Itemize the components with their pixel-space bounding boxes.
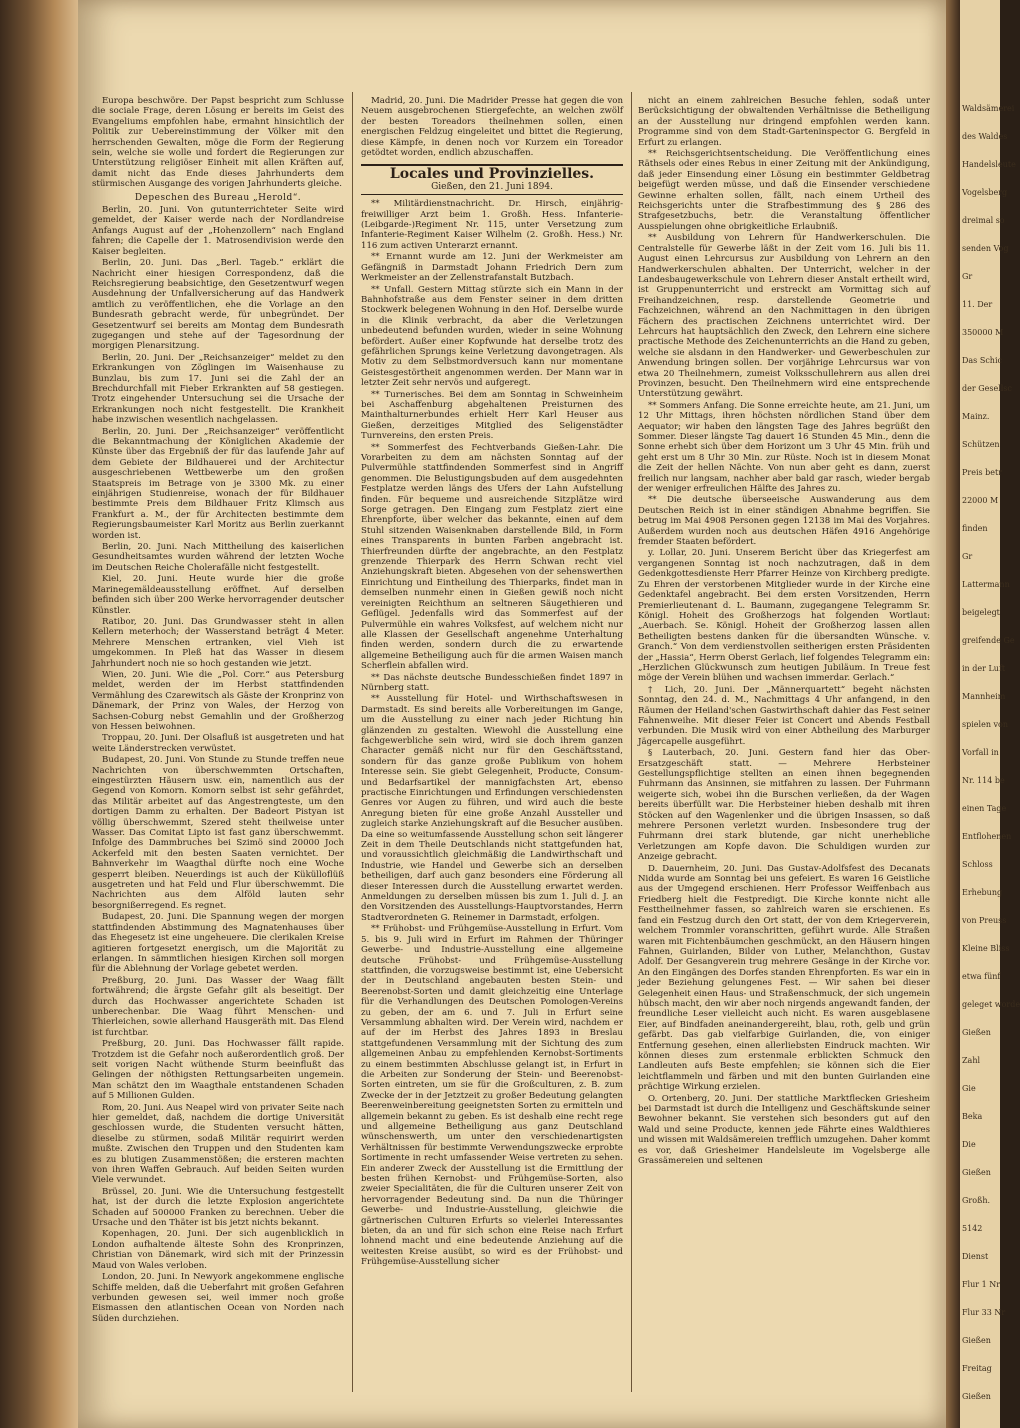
adjacent-page-text: Großh.	[962, 1196, 991, 1205]
adjacent-page-text: 22000 M	[962, 496, 999, 505]
adjacent-page-text: geleget worde	[962, 1000, 1020, 1009]
adjacent-page-text: Zahl	[962, 1056, 981, 1065]
dispatch-item: Berlin, 20. Juni. Das „Berl. Tageb.“ erklärt die Nachricht einer hiesigen Correspondenz, daß die Reichsregierung beabsichtige, den Gesetzentwurf wegen Ausdehnung der Unfallversicherung auf das Handwerk amtlich zu veröffentlichen, ehe die Vorlage an den Bundesrath gebracht werde, für unbegründet. Der Gesetzentwurf sei bereits am Montag dem Bundesrath zugegangen und stehe auf der Tagesordnung der morgigen Plenarsitzung.	[92, 258, 344, 352]
adjacent-page-text: 350000 M	[962, 328, 1004, 337]
dispatches-heading: Depeschen des Bureau „Herold“.	[134, 192, 302, 203]
adjacent-page-text: Gießen	[962, 1392, 991, 1401]
adjacent-page-text: Flur 1 Nr	[962, 1280, 1001, 1289]
adjacent-page-text: spielen von	[962, 720, 1008, 729]
adjacent-page-text: Kleine Bliss	[962, 944, 1010, 953]
adjacent-page-text: etwa fünf	[962, 972, 1001, 981]
adjacent-page-fragment	[960, 0, 1020, 1428]
adjacent-page-text: Gie	[962, 1084, 976, 1093]
adjacent-page-text: einen Tage	[962, 804, 1007, 813]
news-item: ** Frühobst- und Frühgemüse-Ausstellung in Erfurt. Vom 5. bis 9. Juli wird in Erfurt im Rahmen der Thüringer Gewerbe- und Industrie-Ausstellung eine allgemeine deutsche Frühobst- und Frühgemüse-Ausstellung stattfinden, die vorzugsweise bestimmt ist, eine Uebersicht der in Deutschland angebauten besten Stein- und Beerenobst-Sorten und damit gleichzeitig eine Unterlage für die Verhandlungen des Deutschen Pomologen-Vereins zu geben, der am 6. und 7. Juli in Erfurt seine Versammlung abhalten wird. Der Verein wird, nachdem er auf der im Herbst des Jahres 1893 in Breslau stattgefundenen Versammlung mit der Sichtung des zum allgemeinen Anbau zu empfehlenden Kernobst-Sortiments zu einem bestimmten Abschlusse gelangt ist, in Erfurt in die Arbeiten zur Sonderung der Stein- und Beerenobst-Sorten eintreten, um sie für die Großculturen, z. B. zum Zwecke der in der Jetztzeit zu großer Bedeutung gelangten Beerenweinbereitung geeignetsten Sorten zu ermitteln und allgemein bekannt zu geben. Es ist deshalb eine recht rege und allgemeine Betheiligung aus ganz Deutschland wünschenswerth, um unter den verschiedenartigsten Verhältnissen für bestimmte Verwendungszwecke erprobte Sortimente in recht umfassender Weise vertreten zu sehen. Ein anderer Zweck der Ausstellung ist die Ermittlung der besten frühen Kernobst- und Frühgemüse-Sorten, also zweier Specialitäten, die für die Culturen unserer Zeit von hervorragender Bedeutung sind. Da nun die Thüringer Gewerbe- und Industrie-Ausstellung, gleichwie die gärtnerischen Culturen Erfurts so vielerlei Interessantes bieten, da an und für sich schon eine Reise nach Erfurt lohnend macht und eine bedeutende Anziehung auf die weitesten Kreise ausübt, so wird es der Frühobst- und Frühgemüse-Ausstellung sicher	[361, 924, 623, 1268]
adjacent-page-text: von Preuss	[962, 916, 1007, 925]
news-item: ** Ausstellung für Hotel- und Wirthschaftswesen in Darmstadt. Es sind bereits alle Vorbereitungen im Gange, um die Ausstellung zu einer nach jeder Richtung hin glänzenden zu gestalten. Wiewohl die Ausstellung eine fachgewerbliche sein wird, wird sie doch ihrem ganzen Character gemäß nicht nur für den Geschäftsstand, sondern für das ganze große Publikum von hohem Interesse sein. Sie giebt Gelegenheit, Producte, Consum- und Bedarfsartikel der mannigfachsten Art, ebenso practische Einrichtungen und Erfindungen verschiedensten Genres vor Augen zu führen, und wird auch die beste Anregung bieten für eine große Anzahl Aussteller und zugleich starke Anziehungskraft auf die Besucher ausüben. Da eine so weitumfassende Ausstellung schon seit längerer Zeit in dem Theile Deutschlands nicht stattgefunden hat, und voraussichtlich gleichmäßig die Landwirthschaft und Industrie, wie Handel und Gewerbe sich an derselben betheiligen, darf auch ganz besonders eine Förderung all dieser Interessen durch die Ausstellung erwartet werden. Anmeldungen zu derselben müssen bis zum 1. Juli d. J. an den Vorsitzenden des Ausstellungs-Hauptvorstandes, Herrn Stadtverordneten G. Reinemer in Darmstadt, erfolgen.	[361, 694, 623, 923]
adjacent-page-text: des Waldes	[962, 132, 1008, 141]
local-news-list	[361, 199, 623, 1267]
adjacent-page-text: der Gesellsc	[962, 384, 1012, 393]
dispatch-item: London, 20. Juni. In Newyork angekommene englische Schiffe melden, daß die Ueberfahrt mit großen Gefahren verbunden gewesen sei, weil immer noch große Eismassen den atlantischen Ocean von Norden nach Süden durchziehen.	[92, 1272, 344, 1324]
local-news-list-continued	[638, 96, 930, 1166]
adjacent-page-text: Preis betr	[962, 468, 1003, 477]
dispatch-item: Berlin, 20. Juni. Nach Mittheilung des kaiserlichen Gesundheitsamtes wurden während der letzten Woche im Deutschen Reiche Cholerafälle nicht festgestellt.	[92, 542, 344, 573]
adjacent-page-text: Beka	[962, 1112, 983, 1121]
newspaper-page	[78, 0, 946, 1428]
book-binding-edge	[0, 0, 78, 1428]
news-item: ** Turnerisches. Bei dem am Sonntag in Schweinheim bei Aschaffenburg abgehaltenen Preisturnen des Mainthalturnerbundes erhielt Herr Karl Heuser aus Gießen, derzeitiges Mitglied des Seligenstädter Turnvereins, den ersten Preis.	[361, 389, 623, 442]
adjacent-page-text: Nr. 114 be	[962, 776, 1005, 785]
adjacent-page-text: Mainz.	[962, 412, 990, 421]
dispatch-list	[92, 205, 344, 1324]
adjacent-page-text: greifende Ge	[962, 636, 1015, 645]
news-item: ** Militärdienstnachricht. Dr. Hirsch, einjährig-freiwilliger Arzt beim 1. Großh. Hess. Infanterie-(Leibgarde-)Regiment Nr. 115, unter Versetzung zum Infanterie-Regiment Kaiser Wilhelm (2. Großh. Hess.) Nr. 116 zum activen Unterarzt ernannt.	[361, 199, 623, 251]
section-title: Locales und Provinzielles.	[361, 164, 623, 179]
adjacent-page-text: Gießen	[962, 1336, 991, 1345]
dispatch-item: Kiel, 20. Juni. Heute wurde hier die große Marinegemäldeausstellung eröffnet. Auf derselben befinden sich über 200 Werke hervorragender deutscher Künstler.	[92, 574, 344, 616]
adjacent-page-text: Gießen	[962, 1168, 991, 1177]
news-item: † Lich, 20. Juni. Der „Männerquartett“ begeht nächsten Sonntag, den 24. d. M., Nachmittags 4 Uhr anfangend, in den Räumen der Heiland'schen Gastwirthschaft dahier das Fest seiner Fahnenweihe. Mit dieser Feier ist Concert und Abends Festball verbunden. Die Musik wird von einer Abtheilung des Marburger Jägercapelle ausgeführt.	[638, 684, 930, 747]
dispatch-item: Budapest, 20. Juni. Von Stunde zu Stunde treffen neue Nachrichten von überschwemmten Ortschaften, eingestürzten Häusern usw. ein, namentlich aus der Gegend von Komorn. Komorn selbst ist sehr gefährdet, das Militär arbeitet auf das Angestrengteste, um den dortigen Damm zu erhalten. Der Badeort Pistyan ist völlig überschwemmt, Szered steht theilweise unter Wasser. Das Comitat Lipto ist fast ganz überschwemmt. Infolge des Dammbruches bei Szimö sind 20000 Joch Ackerfeld mit den besten Saaten vernichtet. Der Bahnverkehr im Waagthal dürfte noch eine Woche gesperrt bleiben. Neuerdings ist auch der Kükülloflüß ausgetreten und hat Feld und Flur überschwemmt. Die Nachrichten aus dem Alföld lauten sehr besorgnißerregend. Es regnet.	[92, 755, 344, 911]
dispatch-item: Preßburg, 20. Juni. Das Wasser der Waag fällt fortwährend; die ärgste Gefahr gilt als beseitigt. Der durch das Hochwasser angerichtete Schaden ist unberechenbar. Die Waag führt Menschen- und Thierleichen, sowie allerhand Hausgeräth mit. Das Elend ist furchtbar.	[92, 975, 344, 1038]
dispatch-item: Kopenhagen, 20. Juni. Der sich augenblicklich in London aufhaltende älteste Sohn des Kronprinzen, Christian von Dänemark, wird sich mit der Prinzessin Maud von Wales verloben.	[92, 1229, 344, 1271]
dispatch-item: Troppau, 20. Juni. Der Olsafluß ist ausgetreten und hat weite Länderstrecken verwüstet.	[92, 733, 344, 754]
adjacent-page-text: Schloss	[962, 860, 993, 869]
adjacent-page-text: 11. Der	[962, 300, 993, 309]
news-item: ** Die deutsche überseeische Auswanderung aus dem Deutschen Reich ist in einer ständigen Abnahme begriffen. Sie betrug im Mai 4908 Personen gegen 12138 im Mai des Vorjahres. Außerdem wurden noch aus deutschen Häfen 4916 Angehörige fremder Staaten befördert.	[638, 495, 930, 548]
adjacent-page-text: dreimal so	[962, 216, 1005, 225]
dispatch-item: Budapest, 20. Juni. Die Spannung wegen der morgen stattfindenden Abstimmung des Magnatenhauses über das Ehegesetz ist eine ungeheuere. Die clerikalen Kreise agitieren fortgesetzt energisch, um die Majorität zu erlangen. In sämmtlichen hiesigen Kirchen soll morgen für die Ablehnung der Vorlage gebetet werden.	[92, 912, 344, 975]
dispatch-item: Berlin, 20. Juni. Der „Reichsanzeiger“ meldet zu den Erkrankungen von Zöglingen im Waisenhause zu Bunzlau, bis zum 17. Juni sei die Zahl der an Brechdurchfall mit Fieber Erkrankten auf 58 gestiegen. Trotz eingehender Untersuchung sei die Ursache der Erkrankungen noch nicht festgestellt. Die Krankheit habe inzwischen wesentlich nachgelassen.	[92, 352, 344, 426]
adjacent-page-text: Die	[962, 1140, 976, 1149]
adjacent-page-text: Freitag	[962, 1364, 992, 1373]
dispatch-item: Berlin, 20. Juni. Von gutunterrichteter Seite wird gemeldet, der Kaiser werde nach der Nordlandreise Anfangs August auf der „Hohenzollern“ nach England fahren; die Capelle der 1. Matrosendivision werde den Kaiser begleiten.	[92, 205, 344, 257]
column-left	[92, 96, 344, 1386]
column-rule	[631, 92, 632, 1392]
column-right	[638, 96, 930, 1386]
news-item: ** Das nächste deutsche Bundesschießen findet 1897 in Nürnberg statt.	[361, 672, 623, 693]
adjacent-page-text: Das Schic	[962, 356, 1002, 365]
news-item: ** Sommerfest des Fechtverbands Gießen-Lahr. Die Vorarbeiten zu dem am nächsten Sonntag auf der Pulvermühle stattfindenden Sommerfest sind in Angriff genommen. Die Belustigungsbuden auf dem ausgedehnten Festplatze werden längs des Ufers der Lahn Aufstellung finden. Für bequeme und ausreichende Sitzplätze wird Sorge getragen. Den Eingang zum Festplatz ziert eine Ehrenpforte, über welcher das bekannte, einen auf dem Stuhl sitzenden Waisenknaben darstellende Bild, in Form eines Transparents in bunten Farben angebracht ist. Thierfreunden dürfte der angebrachte, an den Festplatz grenzende Thierpark des Herrn Schwan recht viel Anziehungskraft bieten. Abgesehen von der sehenswerthen Einrichtung und Eintheilung des Thierparks, findet man in demselben nunmehr einen in Gießen gewiß noch nicht vereinigten Reichthum an seltneren Säugethieren und Geflügel. Jedenfalls wird das Sommerfest auf der Pulvermühle ein wahres Volksfest, auf welchem nicht nur alle Klassen der Gesellschaft angenehme Unterhaltung finden werden, sondern durch die zu erwartende allgemeine Betheiligung auch für die armen Waisen manch Scherflein abfallen wird.	[361, 442, 623, 672]
dispatch-item: Ratibor, 20. Juni. Das Grundwasser steht in allen Kellern meterhoch; der Wasserstand beträgt 4 Meter. Mehrere Menschen ertranken, viel Vieh ist umgekommen. In Pleß hat das Wasser in diesem Jahrhundert noch nie so hoch gestanden wie jetzt.	[92, 616, 344, 669]
news-item: nicht an einem zahlreichen Besuche fehlen, sodaß unter Berücksichtigung der obwaltenden Verhältnisse die Betheiligung an der Ausstellung nur dringend empfohlen werden kann. Programme sind von dem Stadt-Garteninspector G. Bergfeld in Erfurt zu erlangen.	[638, 96, 930, 148]
adjacent-page-text: Vogelsberg	[962, 188, 1008, 197]
dispatch-item: Wien, 20. Juni. Wie die „Pol. Corr.“ aus Petersburg meldet, werden der im Herbst stattfindenden Vermählung des Czarewitsch als Gäste der Kronprinz von Dänemark, der Prinz von Wales, der Herzog von Sachsen-Coburg nebst Gemahlin und der Großherzog von Hessen beiwohnen.	[92, 669, 344, 732]
dispatch-item: Rom, 20. Juni. Aus Neapel wird von privater Seite nach hier gemeldet, daß, nachdem die dortige Universität geschlossen wurde, die Studenten versucht hätten, dieselbe zu stürmen, sodaß Militär requirirt werden mußte. Zwischen den Truppen und den Studenten kam es zu blutigen Zusammenstößen; die ersteren machten von ihren Waffen Gebrauch. Auf beiden Seiten wurden Viele verwundet.	[92, 1102, 344, 1186]
news-item: ** Unfall. Gestern Mittag stürzte sich ein Mann in der Bahnhofstraße aus dem Fenster seiner in dem dritten Stockwerk belegenen Wohnung in den Hof. Derselbe wurde in die Klinik verbracht, da aber die Verletzungen unbedeutend befunden wurden, wieder in seine Wohnung befördert. Außer einer Kopfwunde hat derselbe trotz des gefährlichen Sprungs keine Verletzung davongetragen. Als Motiv zu dem Selbstmordversuch kann nur momentane Geistesgestörtheit angenommen werden. Der Mann war in letzter Zeit sehr nervös und aufgeregt.	[361, 284, 623, 389]
adjacent-page-text: Gießen	[962, 1028, 991, 1037]
dispatch-item: Preßburg, 20. Juni. Das Hochwasser fällt rapide. Trotzdem ist die Gefahr noch außerordentlich groß. Der seit vorigen Nacht wüthende Sturm beeinflußt das Gelingen der nöthigsten Rettungsarbeiten ungemein. Man schätzt den im Waagthale entstandenen Schaden auf 5 Millionen Gulden.	[92, 1039, 344, 1102]
adjacent-page-text: finden	[962, 524, 988, 533]
news-item: ** Sommers Anfang. Die Sonne erreichte heute, am 21. Juni, um 12 Uhr Mittags, ihren höchsten nördlichen Stand über dem Aequator; wir haben den längsten Tage des Jahres begrüßt den Sommer. Dieser längste Tag dauert 16 Stunden 45 Min., denn die Sonne erhebt sich über dem Horizont um 3 Uhr 45 Min. früh und geht erst um 8 Uhr 30 Min. zur Rüste. Noch ist in diesem Monat die Zeit der hellen Nächte. Von nun aber geht es dann, zuerst freilich nur langsam, nachher aber bald gar rasch, wieder bergab der weniger erfreulichen Hälfte des Jahres zu.	[638, 400, 930, 495]
dispatch-item: Berlin, 20. Juni. Der „Reichsanzeiger“ veröffentlicht die Bekanntmachung der Königlichen Akademie der Künste über das Ergebniß der für das laufende Jahr auf dem Gebiete der Bildhauerei und der Architectur ausgeschriebenen Wettbewerbe um den großen Staatspreis im Betrage von je 3300 Mk. zu einer einjährigen Studienreise, wonach der für Bildhauer bestimmte Preis dem Bildhauer Fritz Klimsch aus Frankfurt a. M., der für Architecten bestimmte dem Regierungsbaumeister Karl Moritz aus Berlin zuerkannt worden ist.	[92, 426, 344, 541]
news-item: ** Ernannt wurde am 12. Juni der Werkmeister am Gefängniß in Darmstadt Johann Friedrich Dern zum Werkmeister an der Zellenstrafanstalt Butzbach.	[361, 252, 623, 284]
news-item: y. Lollar, 20. Juni. Unserem Bericht über das Kriegerfest am vergangenen Sonntag ist noch nachzutragen, daß in dem Gedenkgottesdienste Herr Pfarrer Heinze von Kirchberg predigte. Zu Ehren der verstorbenen Mitglieder wurde in der Kirche eine Gedenktafel angebracht. Bei dem ersten Vorsitzenden, Herrn Premierlieutenant d. L. Baumann, zugegangene Telegramm Sr. Königl. Hoheit des Großherzogs hat folgenden Wortlaut: „Auerbach. Se. Königl. Hoheit der Großherzog lassen allen Betheiligten bestens danken für die übersandten Wünsche. v. Granch.“ Von dem verdienstvollen seitherigen ersten Präsidenten der „Hassia“, Herrn Oberst Gerlach, lief folgendes Telegramm ein: „Herzlichen Glückwunsch zum heutigen Jubiläum. In Treue fest möge der Verein blühen und wachsen immerdar. Gerlach.“	[638, 548, 930, 684]
adjacent-page-text: 5142	[962, 1224, 983, 1233]
dispatch-item: Brüssel, 20. Juni. Wie die Untersuchung festgestellt hat, ist der durch die letzte Explosion angerichtete Schaden auf 500000 Franken zu berechnen. Ueber die Ursache und den Thäter ist bis jetzt nichts bekannt.	[92, 1186, 344, 1229]
page-gutter	[946, 0, 960, 1428]
adjacent-page-text: Lattermann	[962, 580, 1010, 589]
adjacent-page-text: Vorfall in	[962, 748, 999, 757]
news-item: ** Ausbildung von Lehrern für Handwerkerschulen. Die Centralstelle für Gewerbe läßt in der Zeit vom 16. Juli bis 11. August einen Lehrcursus zur Ausbildung von Lehrern an den Handwerkerschulen abhalten. Der Unterricht, welcher in der Landesbaugewerkschule von Lehrern dieser Anstalt ertheilt wird, ist Gruppenunterricht und erstreckt am Vormittag sich auf Freihandzeichnen, resp. darstellende Geometrie und Fachzeichnen, während an den Nachmittagen in den übrigen Fächern des practischen Zeichnens unterrichtet wird. Der Lehrcurs hat hauptsächlich den Zweck, den Lehrern eine sichere practische Methode des Zeichenunterrichts an die Hand zu geben, welche sie alsdann in den Handwerker- und Gewerbeschulen zur Anwendung bringen sollen. Der vorjährige Lehrcursus war von etwa 20 Theilnehmern, zumeist Volksschullehrern aus allen drei Provinzen, besucht. Den Theilnehmern wird eine entsprechende Unterstützung gewährt.	[638, 233, 930, 400]
column-middle	[361, 96, 623, 1386]
adjacent-page-text: senden Vog	[962, 244, 1009, 253]
adjacent-page-text: Mannheim	[962, 692, 1006, 701]
column-rule	[352, 92, 353, 1392]
news-item: § Lauterbach, 20. Juni. Gestern fand hier das Ober-Ersatzgeschäft statt. — Mehrere Herbsteiner Gestellungspflichtige stellten an einen ihnen begegnenden Fuhrmann das Ansinnen, sie mitfahren zu lassen. Der Fuhrmann weigerte sich, wobei ihn die Burschen verließen, da der Wagen bereits überfüllt war. Die Herbsteiner hieben deshalb mit ihren Stöcken auf den Wagenlenker und die übrigen Insassen, so daß mehrere Personen verletzt wurden. Insbesondere trug der Fuhrmann drei stark blutende, gar nicht unerhebliche Verletzungen am Kopfe davon. Die Schuldigen wurden zur Anzeige gebracht.	[638, 748, 930, 863]
news-item: O. Ortenberg, 20. Juni. Der stattliche Marktflecken Griesheim bei Darmstadt ist durch die Intelligenz und Geschäftskunde seiner Bewohner bekannt. Sie verstehen sich besonders gut auf den Wald und seine Producte, kennen jede Fährte eines Waldthieres und wissen mit Waldsämereien trefflich umzugehen. Daher kommt es vor, daß Griesheimer Handelsleute im Vogelsberge alle Grassämereien und seltenen	[638, 1093, 930, 1167]
pope-article-end: Europa beschwöre. Der Papst bespricht zum Schlusse die sociale Frage, deren Lösung er bereits im Geist des Evangeliums empfohlen habe, ermahnt hinsichtlich der Politik zur Uebereinstimmung der Völker mit den herrschenden Gewalten, möge die Form der Regierung sein, welche sie wolle und fordert die Regierungen zur Unterstützung religiöser Einheit mit allen Kräften auf, damit nicht das Ende dieses Jahrhunderts dem stürmischen Ausgange des vorigen Jahrhunderts gleiche.	[92, 96, 344, 190]
news-item: ** Reichsgerichtsentscheidung. Die Veröffentlichung eines Räthsels oder eines Rebus in einer Zeitung mit der Ankündigung, daß jeder Einsendung einer Lösung ein bestimmter Geldbetrag beigefügt werden müsse, und daß die Einsender verschiedene Gewinne erhalten sollen, fällt, nach einem Urtheil des Reichsgerichts unter die Strafbestimmung des § 286 des Strafgesetzbuchs, betr. die Veranstaltung öffentlicher Ausspielungen ohne obrigkeitliche Erlaubniß.	[638, 149, 930, 232]
adjacent-page-text: in der Luft	[962, 664, 1006, 673]
adjacent-page-text: Handelsleute	[962, 160, 1016, 169]
dateline: Gießen, den 21. Juni 1894.	[361, 182, 623, 195]
adjacent-page-text: Flur 33 Nr	[962, 1308, 1006, 1317]
adjacent-page-text: beigelegt	[962, 608, 1000, 617]
news-item: D. Dauernheim, 20. Juni. Das Gustav-Adolfsfest des Decanats Nidda wurde am Sonntag bei uns gefeiert. Es waren 16 Geistliche aus der Umgegend erschienen. Herr Professor Weiffenbach aus Friedberg hielt die Festpredigt. Die Kirche konnte nicht alle Festtheilnehmer fassen, so zahlreich waren sie erschienen. Es fand ein Festzug durch den Ort statt, der von dem Kriegerverein, welchem Trommler voranschritten, geführt wurde. Alle Straßen waren mit Fichtenbäumchen geschmückt, an den Häusern hingen Fahnen, Guirlanden, Bilder von Luther, Melanchthon, Gustav Adolf. Der Gesangverein trug mehrere Gesänge in der Kirche vor. An den Eingängen des Dorfes standen Ehrenpforten. Es war ein in jeder Beziehung gelungenes Fest. — Wir sahen bei dieser Gelegenheit einen Haus- und Straßenschmuck, der sich ungemein hübsch macht, den wir aber noch nirgends angewandt fanden, der freundliche Leser vielleicht auch nicht. Es waren ausgeblasene Eier, auf Bindfaden aneinandergereiht, blau, roth, gelb und grün gefärbt. Das gab vielfarbige Guirlanden, die, von einiger Entfernung gesehen, einen allerliebsten Eindruck machten. Wir können dieses zum erstenmale erblickten Schmuck den Landleuten aufs Beste empfehlen; sie können sich die Eier leichtflammeln und färben und mit den bunten Guirlanden eine prächtige Wirkung erzielen.	[638, 863, 930, 1093]
adjacent-page-text: Dienst	[962, 1252, 989, 1261]
adjacent-page-text: Schützen	[962, 440, 1000, 449]
adjacent-page-text: Waldsämerei	[962, 104, 1015, 113]
adjacent-page-text: Gr	[962, 272, 973, 281]
adjacent-page-text: Entflohenen	[962, 832, 1012, 841]
adjacent-page-text: Erhebung	[962, 888, 1003, 897]
madrid-dispatch: Madrid, 20. Juni. Die Madrider Presse hat gegen die von Neuem ausgebrochenen Stiergefechte, an welchen zwölf der besten Toreadors theilnehmen sollen, einen energischen Feldzug eingeleitet und bittet die Regierung, diese Kämpfe, in denen noch vor Kurzem ein Toreador getödtet worden, endlich abzuschaffen.	[361, 96, 623, 159]
adjacent-page-text: Gr	[962, 552, 973, 561]
